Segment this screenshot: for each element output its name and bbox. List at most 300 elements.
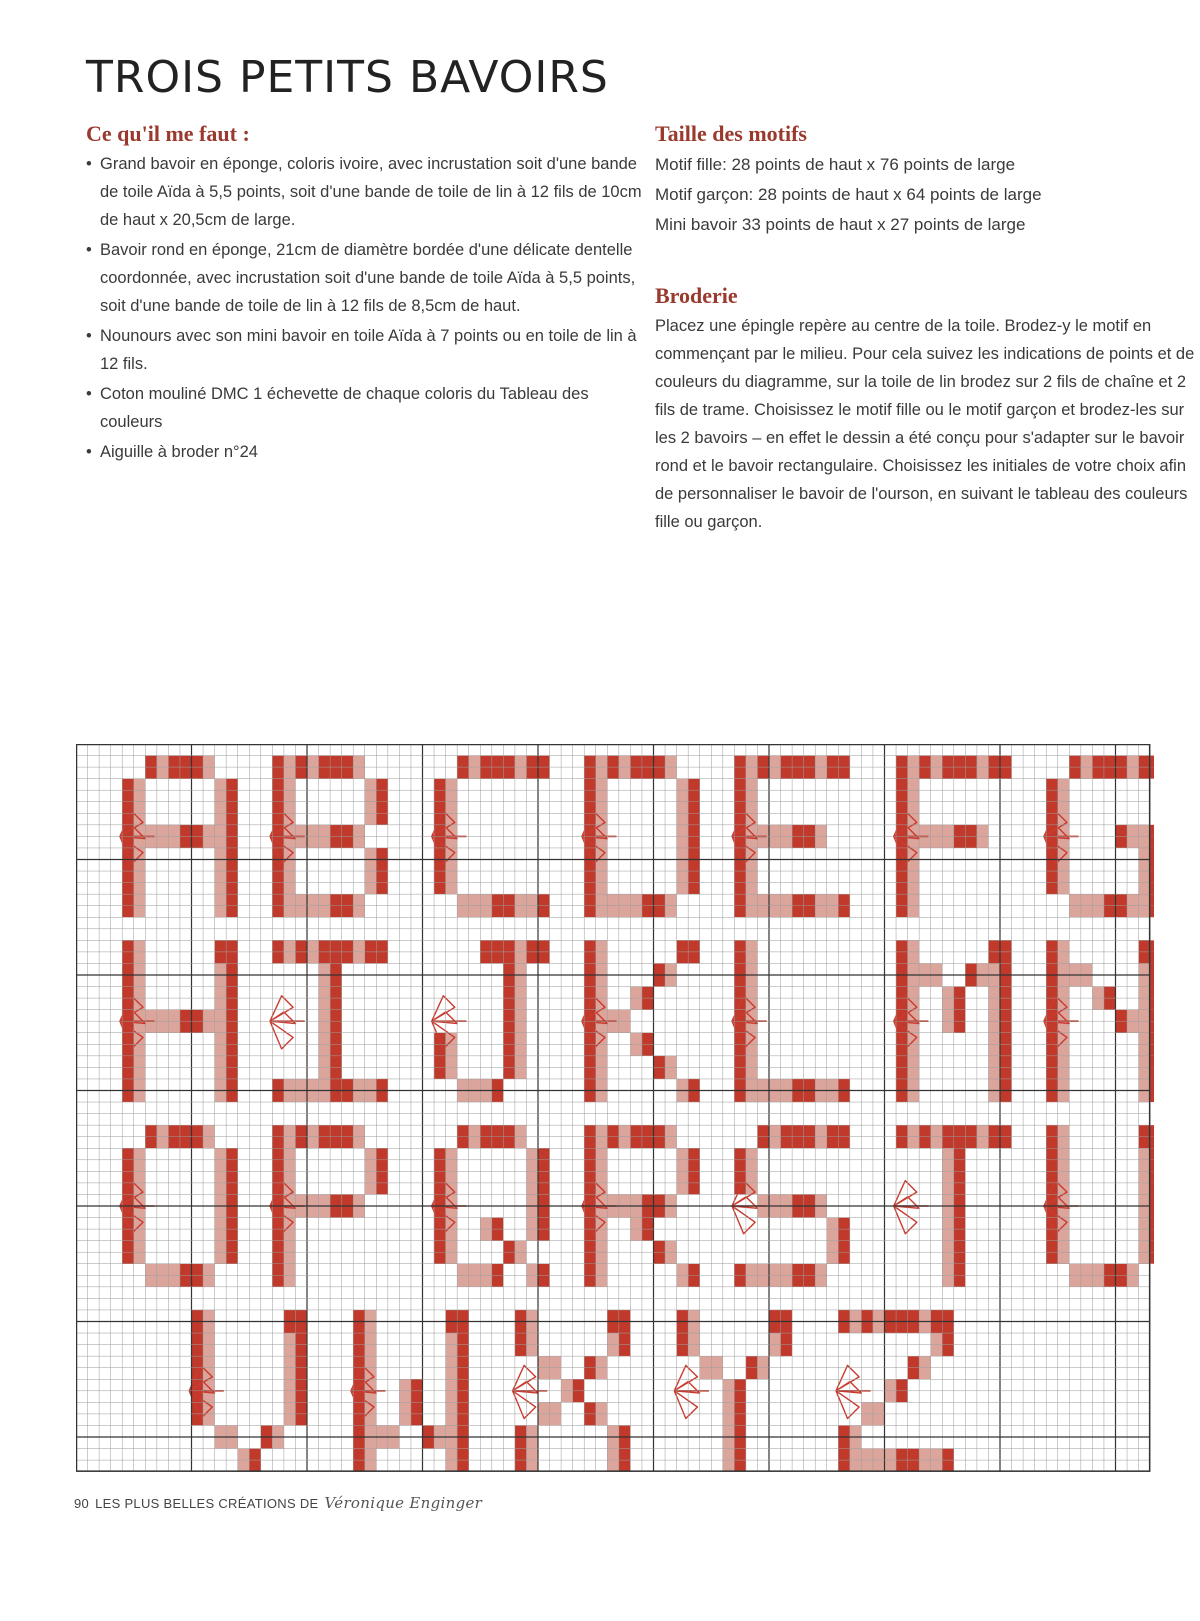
stitch bbox=[515, 987, 527, 999]
stitch bbox=[134, 802, 146, 814]
stitch bbox=[457, 1079, 469, 1091]
stitch bbox=[1000, 1137, 1012, 1149]
stitch bbox=[781, 1345, 793, 1357]
stitch bbox=[538, 1218, 550, 1230]
stitch bbox=[272, 767, 284, 779]
stitch bbox=[688, 836, 700, 848]
materials-section bbox=[86, 120, 646, 468]
stitch bbox=[954, 1171, 966, 1183]
stitch bbox=[272, 790, 284, 802]
stitch bbox=[168, 767, 180, 779]
stitch bbox=[295, 1379, 307, 1391]
stitch bbox=[134, 871, 146, 883]
stitch bbox=[665, 1067, 677, 1079]
stitch bbox=[203, 1310, 215, 1322]
stitch bbox=[1150, 883, 1154, 895]
stitch bbox=[284, 1160, 296, 1172]
stitch bbox=[284, 779, 296, 791]
stitch bbox=[538, 1264, 550, 1276]
stitch bbox=[446, 1437, 458, 1449]
stitch bbox=[919, 1310, 931, 1322]
stitch bbox=[642, 1194, 654, 1206]
stitch bbox=[815, 906, 827, 918]
stitch bbox=[988, 998, 1000, 1010]
stitch bbox=[734, 871, 746, 883]
stitch bbox=[746, 952, 758, 964]
stitch bbox=[677, 790, 689, 802]
stitch bbox=[630, 1194, 642, 1206]
stitch bbox=[781, 1125, 793, 1137]
stitch bbox=[457, 1425, 469, 1437]
stitch bbox=[607, 1437, 619, 1449]
stitch bbox=[584, 940, 596, 952]
stitch bbox=[850, 1449, 862, 1461]
stitch bbox=[145, 1137, 157, 1149]
stitch bbox=[272, 1137, 284, 1149]
stitch bbox=[734, 1044, 746, 1056]
stitch bbox=[688, 871, 700, 883]
stitch bbox=[1139, 1183, 1151, 1195]
stitch bbox=[954, 998, 966, 1010]
stitch bbox=[203, 756, 215, 768]
stitch bbox=[584, 1218, 596, 1230]
stitch bbox=[215, 906, 227, 918]
stitch bbox=[226, 1252, 238, 1264]
stitch bbox=[584, 1137, 596, 1149]
stitch bbox=[134, 1044, 146, 1056]
stitch bbox=[342, 1091, 354, 1103]
stitch bbox=[1116, 1275, 1128, 1287]
stitch bbox=[284, 1125, 296, 1137]
stitch bbox=[908, 1125, 920, 1137]
stitch bbox=[1139, 1229, 1151, 1241]
stitch bbox=[1139, 848, 1151, 860]
stitch bbox=[792, 825, 804, 837]
stitch bbox=[619, 1425, 631, 1437]
stitch bbox=[1127, 836, 1139, 848]
stitch bbox=[1000, 1067, 1012, 1079]
stitch bbox=[192, 1345, 204, 1357]
stitch bbox=[295, 1414, 307, 1426]
stitch bbox=[896, 848, 908, 860]
stitch bbox=[1150, 987, 1154, 999]
stitch bbox=[446, 1391, 458, 1403]
stitch bbox=[1104, 894, 1116, 906]
stitch bbox=[446, 1414, 458, 1426]
stitch bbox=[1081, 975, 1093, 987]
stitch bbox=[411, 1414, 423, 1426]
stitch bbox=[757, 1125, 769, 1137]
stitch bbox=[284, 1241, 296, 1253]
stitch bbox=[215, 1171, 227, 1183]
stitch bbox=[838, 1079, 850, 1091]
stitch bbox=[272, 1229, 284, 1241]
stitch bbox=[226, 1194, 238, 1206]
stitch bbox=[942, 1194, 954, 1206]
stitch bbox=[307, 906, 319, 918]
stitch bbox=[1139, 767, 1151, 779]
stitch bbox=[1046, 790, 1058, 802]
stitch bbox=[908, 767, 920, 779]
stitch bbox=[353, 1437, 365, 1449]
stitch bbox=[457, 756, 469, 768]
stitch bbox=[942, 1449, 954, 1461]
stitch bbox=[272, 1437, 284, 1449]
stitch bbox=[272, 1264, 284, 1276]
stitch bbox=[1046, 883, 1058, 895]
stitch bbox=[492, 1229, 504, 1241]
stitch bbox=[446, 1449, 458, 1461]
stitch bbox=[145, 1275, 157, 1287]
stitch bbox=[769, 1275, 781, 1287]
stitch bbox=[769, 894, 781, 906]
stitch bbox=[434, 1229, 446, 1241]
stitch bbox=[642, 998, 654, 1010]
stitch bbox=[781, 756, 793, 768]
stitch bbox=[838, 756, 850, 768]
stitch bbox=[896, 963, 908, 975]
stitch bbox=[469, 1079, 481, 1091]
stitch bbox=[896, 940, 908, 952]
stitch bbox=[550, 1402, 562, 1414]
stitch bbox=[804, 894, 816, 906]
stitch bbox=[896, 1379, 908, 1391]
stitch bbox=[781, 825, 793, 837]
stitch bbox=[295, 1356, 307, 1368]
stitch bbox=[446, 1322, 458, 1334]
stitch bbox=[954, 1160, 966, 1172]
stitch bbox=[515, 963, 527, 975]
stitch bbox=[734, 756, 746, 768]
stitch bbox=[215, 790, 227, 802]
stitch bbox=[526, 1148, 538, 1160]
stitch bbox=[769, 1322, 781, 1334]
stitch bbox=[642, 767, 654, 779]
stitch bbox=[180, 1275, 192, 1287]
stitch bbox=[284, 883, 296, 895]
stitch bbox=[526, 756, 538, 768]
stitch bbox=[226, 790, 238, 802]
stitch bbox=[630, 767, 642, 779]
stitch bbox=[457, 1437, 469, 1449]
stitch bbox=[630, 998, 642, 1010]
stitch bbox=[249, 1449, 261, 1461]
stitch bbox=[1150, 767, 1154, 779]
stitch bbox=[596, 1252, 608, 1264]
stitch bbox=[838, 1241, 850, 1253]
stitch bbox=[607, 756, 619, 768]
stitch bbox=[1139, 1241, 1151, 1253]
stitch bbox=[457, 1414, 469, 1426]
stitch bbox=[272, 779, 284, 791]
stitch bbox=[607, 1010, 619, 1022]
stitch bbox=[1139, 1079, 1151, 1091]
stitch bbox=[319, 963, 331, 975]
stitch bbox=[954, 1218, 966, 1230]
stitch bbox=[804, 906, 816, 918]
stitch bbox=[122, 848, 134, 860]
stitch bbox=[526, 1449, 538, 1461]
stitch bbox=[145, 756, 157, 768]
stitch bbox=[503, 940, 515, 952]
stitch bbox=[769, 767, 781, 779]
stitch bbox=[353, 756, 365, 768]
stitch bbox=[977, 1137, 989, 1149]
stitch bbox=[1150, 894, 1154, 906]
stitch bbox=[630, 1206, 642, 1218]
stitch bbox=[284, 1091, 296, 1103]
stitch bbox=[988, 1125, 1000, 1137]
stitch bbox=[526, 767, 538, 779]
stitch bbox=[584, 1402, 596, 1414]
stitch bbox=[319, 1056, 331, 1068]
stitch bbox=[1092, 1275, 1104, 1287]
stitch bbox=[654, 894, 666, 906]
stitch bbox=[215, 860, 227, 872]
stitch bbox=[203, 1010, 215, 1022]
stitch bbox=[1150, 1218, 1154, 1230]
stitch bbox=[919, 1125, 931, 1137]
stitch bbox=[434, 779, 446, 791]
stitch bbox=[319, 952, 331, 964]
stitch bbox=[1139, 963, 1151, 975]
stitch bbox=[1069, 975, 1081, 987]
stitch bbox=[619, 894, 631, 906]
stitch bbox=[1127, 1275, 1139, 1287]
stitch bbox=[503, 1125, 515, 1137]
stitch bbox=[330, 1125, 342, 1137]
stitch bbox=[596, 1275, 608, 1287]
stitch bbox=[1150, 871, 1154, 883]
stitch bbox=[295, 940, 307, 952]
stitch bbox=[515, 1056, 527, 1068]
stitch bbox=[734, 1033, 746, 1045]
stitch bbox=[226, 1056, 238, 1068]
stitch bbox=[619, 1125, 631, 1137]
stitch bbox=[908, 871, 920, 883]
stitch bbox=[538, 1171, 550, 1183]
stitch bbox=[815, 894, 827, 906]
stitch bbox=[954, 987, 966, 999]
stitch bbox=[931, 1333, 943, 1345]
stitch bbox=[192, 1125, 204, 1137]
stitch bbox=[804, 836, 816, 848]
stitch bbox=[307, 825, 319, 837]
stitch bbox=[677, 952, 689, 964]
stitch bbox=[538, 1206, 550, 1218]
stitch bbox=[145, 836, 157, 848]
stitch bbox=[677, 1079, 689, 1091]
stitch bbox=[446, 1229, 458, 1241]
stitch bbox=[526, 940, 538, 952]
stitch bbox=[757, 836, 769, 848]
stitch bbox=[503, 906, 515, 918]
stitch bbox=[376, 1437, 388, 1449]
stitch bbox=[515, 894, 527, 906]
stitch bbox=[677, 1171, 689, 1183]
stitch bbox=[1058, 1067, 1070, 1079]
stitch bbox=[134, 1148, 146, 1160]
stitch bbox=[827, 1125, 839, 1137]
stitch bbox=[226, 987, 238, 999]
stitch bbox=[434, 1067, 446, 1079]
stitch bbox=[908, 1079, 920, 1091]
stitch bbox=[746, 767, 758, 779]
stitch bbox=[180, 1021, 192, 1033]
stitch bbox=[596, 1368, 608, 1380]
stitch bbox=[746, 860, 758, 872]
stitch bbox=[122, 779, 134, 791]
stitch bbox=[122, 1079, 134, 1091]
stitch bbox=[226, 1183, 238, 1195]
stitch bbox=[215, 963, 227, 975]
stitch bbox=[1069, 894, 1081, 906]
stitch bbox=[295, 1402, 307, 1414]
stitch bbox=[792, 1125, 804, 1137]
stitch bbox=[677, 1091, 689, 1103]
stitch bbox=[919, 975, 931, 987]
stitch bbox=[515, 1067, 527, 1079]
stitch bbox=[746, 1160, 758, 1172]
stitch bbox=[526, 1460, 538, 1472]
stitch bbox=[688, 1322, 700, 1334]
stitch bbox=[1046, 1218, 1058, 1230]
stitch bbox=[226, 963, 238, 975]
stitch bbox=[365, 802, 377, 814]
stitch bbox=[526, 1345, 538, 1357]
stitch bbox=[168, 1021, 180, 1033]
stitch bbox=[376, 802, 388, 814]
stitch bbox=[596, 1402, 608, 1414]
stitch bbox=[423, 1437, 435, 1449]
stitch bbox=[492, 756, 504, 768]
stitch bbox=[295, 1079, 307, 1091]
stitch bbox=[931, 1345, 943, 1357]
stitch bbox=[908, 1322, 920, 1334]
stitch bbox=[781, 1206, 793, 1218]
stitch bbox=[515, 1241, 527, 1253]
stitch bbox=[607, 1310, 619, 1322]
stitch bbox=[988, 1021, 1000, 1033]
stitch bbox=[284, 1414, 296, 1426]
stitch bbox=[272, 1091, 284, 1103]
stitch bbox=[769, 906, 781, 918]
stitch bbox=[688, 813, 700, 825]
stitch bbox=[804, 1264, 816, 1276]
stitch bbox=[434, 1241, 446, 1253]
stitch bbox=[1058, 940, 1070, 952]
stitch bbox=[711, 1356, 723, 1368]
stitch bbox=[942, 1333, 954, 1345]
stitch bbox=[746, 779, 758, 791]
stitch bbox=[1139, 940, 1151, 952]
stitch bbox=[157, 756, 169, 768]
stitch bbox=[919, 825, 931, 837]
stitch bbox=[365, 1183, 377, 1195]
stitch bbox=[526, 1183, 538, 1195]
stitch bbox=[515, 767, 527, 779]
stitch bbox=[677, 1275, 689, 1287]
stitch bbox=[746, 1275, 758, 1287]
stitch bbox=[1046, 1148, 1058, 1160]
stitch bbox=[630, 1229, 642, 1241]
stitch bbox=[342, 825, 354, 837]
stitch bbox=[654, 1137, 666, 1149]
stitch bbox=[1127, 756, 1139, 768]
stitch bbox=[642, 1033, 654, 1045]
stitch bbox=[781, 1275, 793, 1287]
stitch bbox=[215, 1437, 227, 1449]
stitch bbox=[457, 1137, 469, 1149]
stitch bbox=[434, 883, 446, 895]
stitch bbox=[515, 1310, 527, 1322]
stitch bbox=[215, 975, 227, 987]
stitch bbox=[642, 1206, 654, 1218]
list-item: • Aiguille à broder n°24 bbox=[86, 438, 646, 466]
stitch bbox=[503, 1010, 515, 1022]
stitch bbox=[942, 1252, 954, 1264]
stitch bbox=[688, 1310, 700, 1322]
stitch bbox=[272, 1252, 284, 1264]
stitch bbox=[896, 779, 908, 791]
stitch bbox=[1127, 1010, 1139, 1022]
stitch bbox=[838, 1437, 850, 1449]
stitch bbox=[804, 767, 816, 779]
stitch bbox=[376, 790, 388, 802]
stitch bbox=[319, 975, 331, 987]
stitch bbox=[122, 883, 134, 895]
stitch bbox=[295, 767, 307, 779]
stitch bbox=[677, 871, 689, 883]
stitch bbox=[734, 767, 746, 779]
stitch bbox=[434, 1437, 446, 1449]
stitch bbox=[492, 1218, 504, 1230]
stitch bbox=[919, 836, 931, 848]
stitch bbox=[746, 1171, 758, 1183]
stitch bbox=[1139, 987, 1151, 999]
stitch bbox=[734, 1379, 746, 1391]
stitch bbox=[457, 1356, 469, 1368]
stitch bbox=[1139, 1091, 1151, 1103]
stitch bbox=[353, 1194, 365, 1206]
stitch bbox=[457, 1310, 469, 1322]
stitch bbox=[446, 1171, 458, 1183]
stitch bbox=[319, 756, 331, 768]
stitch bbox=[1000, 952, 1012, 964]
stitch bbox=[942, 1021, 954, 1033]
stitch bbox=[1092, 894, 1104, 906]
stitch bbox=[411, 1379, 423, 1391]
stitch bbox=[122, 940, 134, 952]
stitch bbox=[330, 825, 342, 837]
stitch bbox=[1127, 1264, 1139, 1276]
stitch bbox=[838, 767, 850, 779]
stitch bbox=[1150, 1056, 1154, 1068]
stitch bbox=[584, 1241, 596, 1253]
stitch bbox=[203, 1345, 215, 1357]
stitch bbox=[677, 836, 689, 848]
stitch bbox=[942, 1322, 954, 1334]
stitch bbox=[896, 1079, 908, 1091]
stitch bbox=[122, 975, 134, 987]
stitch bbox=[365, 952, 377, 964]
stitch bbox=[319, 1194, 331, 1206]
stitch bbox=[804, 756, 816, 768]
stitch bbox=[792, 906, 804, 918]
stitch bbox=[503, 998, 515, 1010]
stitch bbox=[931, 767, 943, 779]
stitch bbox=[688, 802, 700, 814]
